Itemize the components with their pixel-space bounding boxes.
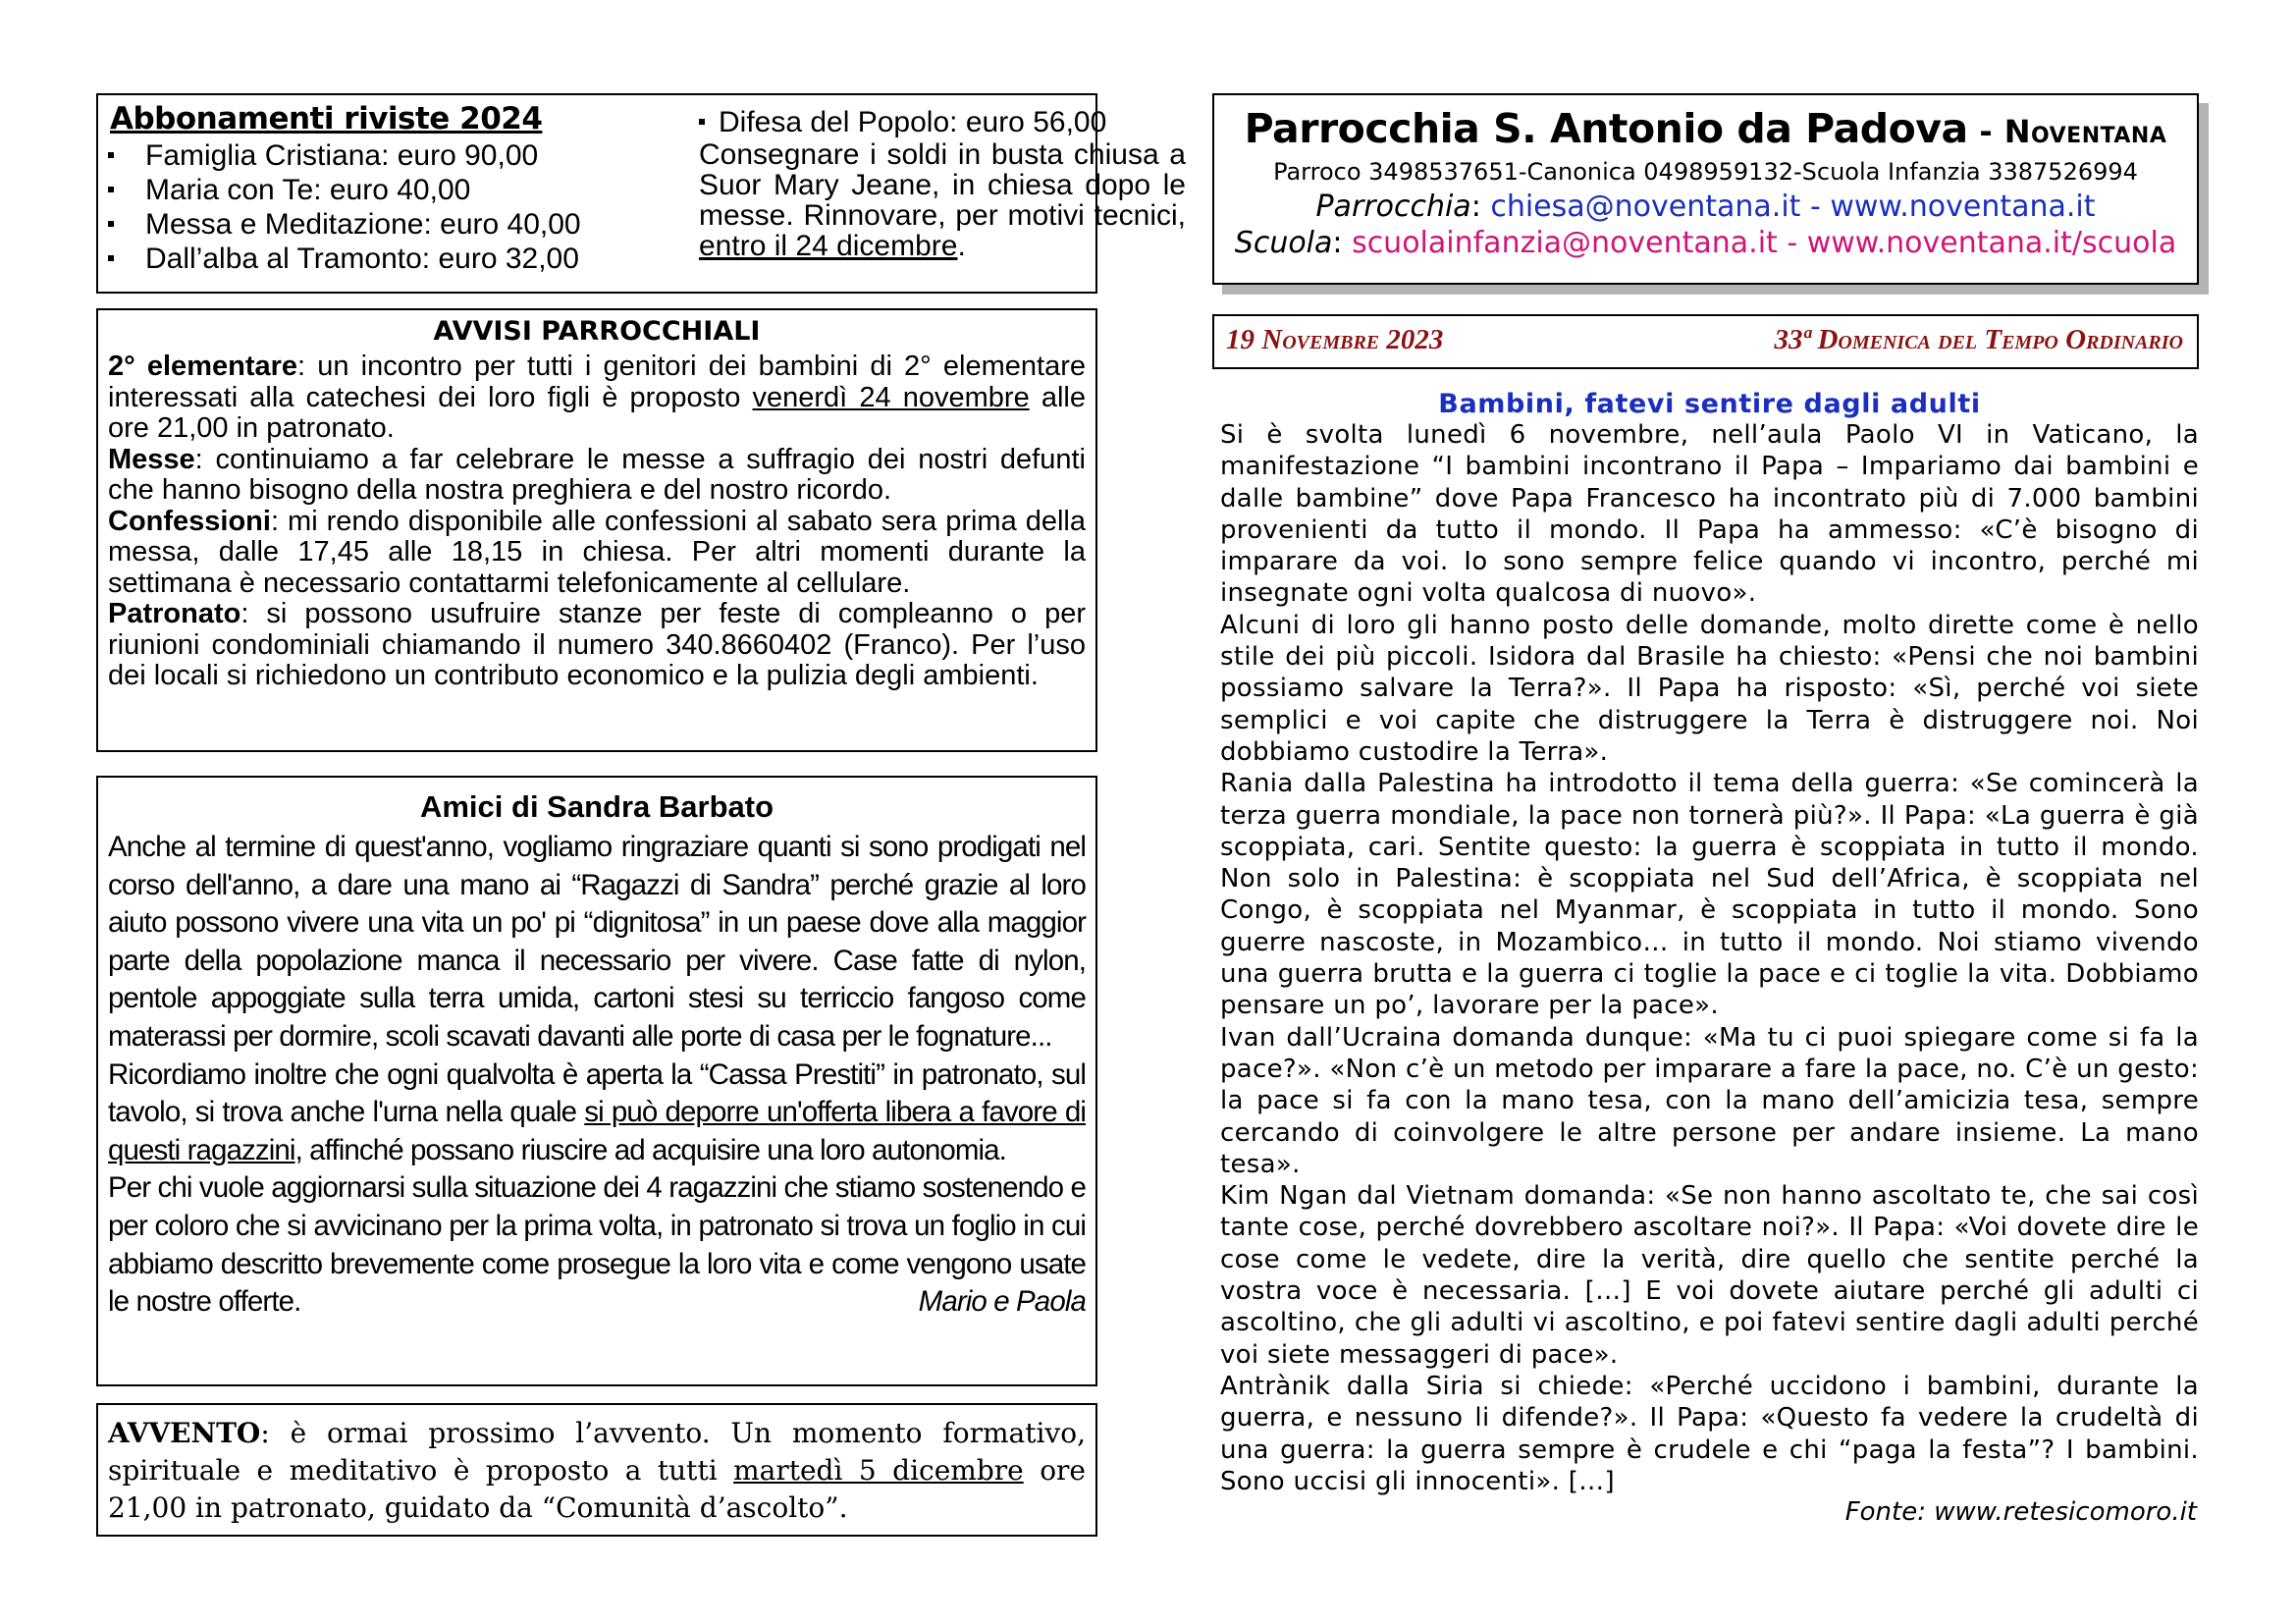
list-item: Maria con Te: euro 40,00 xyxy=(108,173,687,207)
parish-header xyxy=(1212,93,2199,285)
list-item: Difesa del Popolo: euro 56,00 xyxy=(699,107,1186,137)
liturgical-sunday: 33ª Domenica del Tempo Ordinario xyxy=(1774,324,2183,355)
school-contacts: Scuola: scuolainfanzia@noventana.it - www.noventana.it/scuola xyxy=(1234,226,2177,260)
article-paragraph: Alcuni di loro gli hanno posto delle domande, molto dirette come è nello stile dei più piccoli. Isidora dal Brasile ha chiesto: «Pensi che noi bambini possiamo salvare la Terra?». Il Papa ha risposto: «Sì, perché voi siete semplici e voi capite che distruggere la Terra è distruggere noi. Noi dobbiamo custodire la Terra». xyxy=(1220,610,2199,767)
friends-heading: Amici di Sandra Barbato xyxy=(419,789,774,824)
friends-paragraph: Anche al termine di quest'anno, vogliamo ringraziare quanti si sono prodigati nel corso dell'anno, a dare una mano ai “Ragazzi di Sandra” perché grazie al loro aiuto possono vivere una vita un po' pi “dignitosa” in un paese dove alla maggior parte della popolazione manca il necessario per vivere. Case fatte di nylon, pentole appoggiate sulla terra umida, cartoni stesi su terriccio fangoso come materassi per dormire, scoli scavati davanti alle porte di casa per le fognature... xyxy=(108,831,1086,1053)
list-item: Dall’alba al Tramonto: euro 32,00 xyxy=(108,242,687,276)
notice-confessions: Confessioni: mi rendo disponibile alle confessioni al sabato sera prima della messa, dalle 17,45 alle 18,15 in chiesa. Per altri momenti durante la settimana è necessario contattarmi telefonicamente al cellulare. xyxy=(108,505,1086,599)
article-paragraph: Ivan dall’Ucraina domanda dunque: «Ma tu ci puoi spiegare come si fa la pace?». «Non c’è un metodo per imparare a fare la pace, no. C’è un gesto: la pace si fa con la mano tesa, con la mano dell’amicizia tesa, sempre cercando di coinvolgere le altre persone per andare insieme. La mano tesa». xyxy=(1220,1022,2199,1179)
school-website-link[interactable]: www.noventana.it/scuola xyxy=(1806,226,2177,260)
delivery-instructions: Consegnare i soldi in busta chiusa a Suor Mary Jeane, in chiesa dopo le messe. Rinnovare, per motivi tecnici, entro il 24 dicembre. xyxy=(699,138,1186,262)
subscriptions-list xyxy=(108,138,687,276)
notice-masses: Messe: continuiamo a far celebrare le messe a suffragio dei nostri defunti che hanno bisogno della nostra preghiera e del nostro ricordo. xyxy=(108,443,1086,506)
parish-contacts: Parrocchia: chiesa@noventana.it - www.noventana.it xyxy=(1315,189,2096,224)
subscriptions-note xyxy=(699,107,1186,261)
subscriptions-box xyxy=(96,93,1186,294)
notices-body xyxy=(108,352,1086,692)
friends-box xyxy=(96,776,1097,1386)
article-body xyxy=(1220,419,2199,1497)
advent-box xyxy=(96,1403,1097,1537)
parish-notices-box xyxy=(96,308,1097,752)
friends-body xyxy=(108,829,1086,1322)
bullet-icon xyxy=(108,221,114,227)
friends-paragraph: Ricordiamo inoltre che ogni qualvolta è aperta la “Cassa Prestiti” in patronato, sul tavolo, si trova anche l'urna nella quale si può deporre un'offerta libera a favore di questi ragazzini, affinché possano riuscire ad acquisire una loro autonomia. xyxy=(108,1057,1086,1166)
notice-patronato: Patronato: si possono usufruire stanze per feste di compleanno o per riunioni condominiali chiamando il numero 340.8660402 (Franco). Per l’uso dei locali si richiedono un contributo economico e la pulizia degli ambienti. xyxy=(108,598,1086,691)
article-source: Fonte: www.retesicomoro.it xyxy=(1844,1497,2197,1528)
bullet-icon xyxy=(699,119,705,125)
parish-website-link[interactable]: www.noventana.it xyxy=(1830,189,2096,224)
issue-date: 19 Novembre 2023 xyxy=(1226,324,1444,355)
parish-name: Parrocchia S. Antonio da Padova - Noventana xyxy=(1244,105,2167,152)
notices-heading: AVVISI PARROCCHIALI xyxy=(433,316,761,347)
parish-email-link[interactable]: chiesa@noventana.it xyxy=(1490,189,1801,224)
article-paragraph: Si è svolta lunedì 6 novembre, nell’aula Paolo VI in Vaticano, la manifestazione “I bambini incontrano il Papa – Impariamo dai bambini e dalle bambine” dove Papa Francesco ha incontrato più di 7.000 bambini provenienti da tutto il mondo. Il Papa ha ammesso: «C’è bisogno di imparare da voi. Io sono sempre felice quando vi incontro, perché mi insegnate ogni volta qualcosa di nuovo». xyxy=(1220,420,2199,609)
date-bar xyxy=(1212,314,2199,369)
bullet-icon xyxy=(108,152,114,158)
article-paragraph: Rania dalla Palestina ha introdotto il tema della guerra: «Se comincerà la terza guerra mondiale, la pace non tornerà più?». Il Papa: «La guerra è già scoppiata, cari. Sentite questo: la guerra è scoppiata in tutto il mondo. Non solo in Palestina: è scoppiata nel Sud dell’Africa, è scoppiata nel Congo, è scoppiata nel Myanmar, è scoppiata in tutto il mondo. Sono guerre nascoste, in Mozambico… in tutto il mondo. Noi stiamo vivendo una guerra brutta e la guerra ci toglie la pace e ci toglie la vita. Dobbiamo pensare un po’, lavorare per la pace». xyxy=(1220,769,2199,1021)
article xyxy=(1220,389,2199,1527)
subscriptions-title: Abbonamenti riviste 2024 xyxy=(110,101,543,136)
article-paragraph: Antrànik dalla Siria si chiede: «Perché uccidono i bambini, durante la guerra, e nessuno li difende?». Il Papa: «Questo fa vedere la crudeltà di una guerra: la guerra sempre è crudele e chi “paga la festa”? I bambini. Sono uccisi gli innocenti». […] xyxy=(1220,1371,2199,1496)
town-name: Noventana xyxy=(2003,113,2167,150)
bullet-icon xyxy=(108,255,114,261)
school-email-link[interactable]: scuolainfanzia@noventana.it xyxy=(1352,226,1778,260)
deadline: entro il 24 dicembre xyxy=(699,230,958,262)
signature: Mario e Paola xyxy=(918,1285,1086,1319)
article-paragraph: Kim Ngan dal Vietnam domanda: «Se non hanno ascoltato te, che sai così tante cose, perché dovrebbero ascoltare noi?». Il Papa: «Voi dovete dire le cose come le vedete, dire la verità, dire quello che sentite perché la vostra voce è necessaria. […] E voi dovete aiutare perché gli adulti ci ascoltino, che gli adulti vi ascoltino, e poi fatevi sentire dagli adulti perché voi siete messaggeri di pace». xyxy=(1220,1181,2199,1370)
list-item: Famiglia Cristiana: euro 90,00 xyxy=(108,138,687,173)
bullet-icon xyxy=(108,187,114,192)
article-title: Bambini, fatevi sentire dagli adulti xyxy=(1438,389,1981,419)
list-item: Messa e Meditazione: euro 40,00 xyxy=(108,207,687,242)
friends-paragraph: Per chi vuole aggiornarsi sulla situazione dei 4 ragazzini che stiamo sostenendo e per coloro che si avvicinano per la prima volta, in patronato si trova un foglio in cui abbiamo descritto brevemente come prosegue la loro vita e come vengono usate le nostre offerte. Mario e Paola xyxy=(108,1169,1086,1321)
notice-catechesis: 2° elementare: un incontro per tutti i genitori dei bambini di 2° elementare interessati alla catechesi dei loro figli è proposto venerdì 24 novembre alle ore 21,00 in patronato. xyxy=(108,351,1086,444)
contact-phones: Parroco 3498537651-Canonica 0498959132-Scuola Infanzia 3387526994 xyxy=(1273,158,2138,186)
advent-text: AVVENTO: è ormai prossimo l’avvento. Un momento formativo, spirituale e meditativo è proposto a tutti martedì 5 dicembre ore 21,00 in patronato, guidato da “Comunità d’ascolto”. xyxy=(108,1417,1087,1524)
